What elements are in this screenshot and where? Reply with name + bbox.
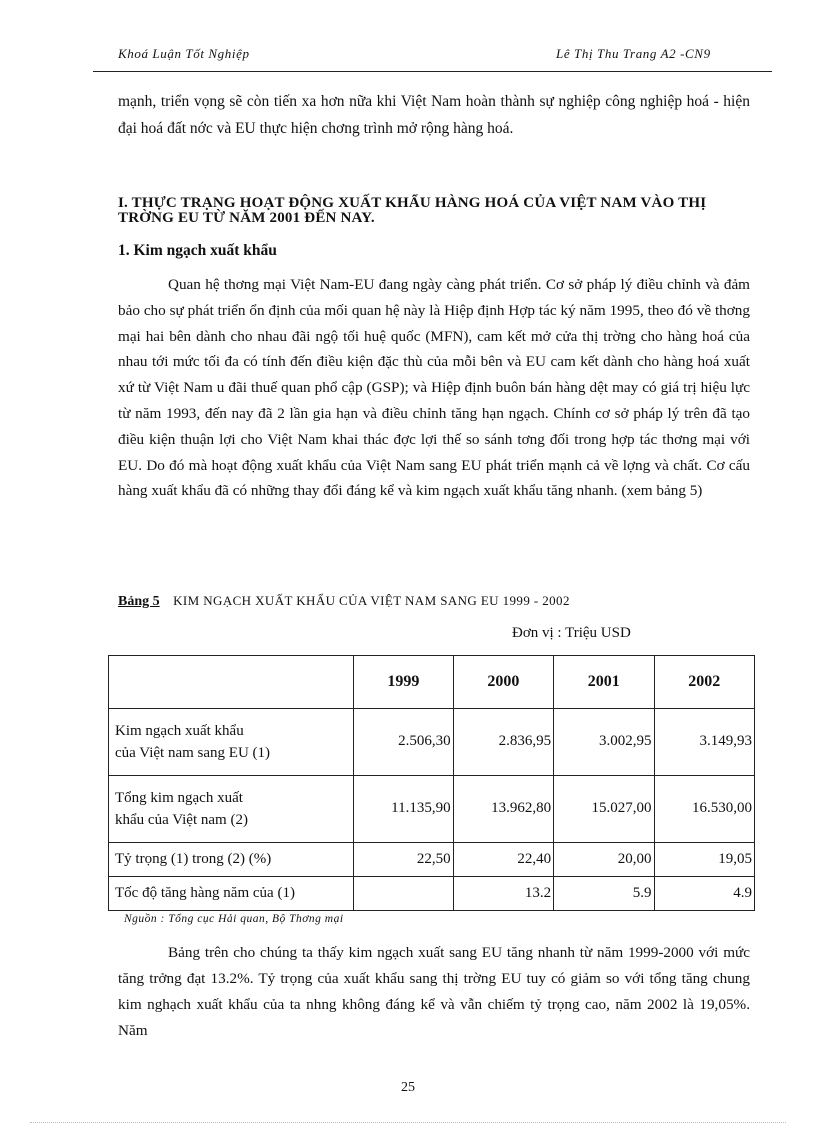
year-header: 2001 (554, 656, 654, 709)
row-label: Tỷ trọng (1) trong (2) (%) (109, 842, 354, 876)
table-cell: 20,00 (554, 842, 654, 876)
table-row (109, 709, 755, 776)
table-row (109, 775, 755, 842)
row-label (109, 775, 354, 842)
export-table (108, 655, 755, 911)
header-right-author: Lê Thị Thu Trang A2 -CN9 (556, 46, 711, 61)
subsection-title: 1. Kim ngạch xuất khẩu (118, 242, 277, 259)
row-label: Tốc độ tăng hàng năm của (1) (109, 876, 354, 910)
year-header: 1999 (354, 656, 454, 709)
table-cell: 13.2 (453, 876, 553, 910)
body-paragraph-2-text: Bảng trên cho chúng ta thấy kim ngạch xuất sang EU tăng nhanh từ năm 1999-2000 với mức tăng trởng đạt 13.2%. Tỷ trọng của xuất khẩu sang thị trờng EU tuy có giảm so với tổng tăng chung kim nghạch xuất khẩu của ta nhng không đáng kể và vẫn chiếm tỷ trọng cao, năm 2002 là 19,05%. Năm (118, 944, 750, 1039)
table-cell: 5.9 (554, 876, 654, 910)
table-cell: 22,40 (453, 842, 553, 876)
row-label (109, 709, 354, 776)
table-cell: 16.530,00 (654, 775, 754, 842)
table-title: KIM NGẠCH XUẤT KHẨU CỦA VIỆT NAM SANG EU 1999 - 2002 (173, 593, 570, 608)
table-cell: 19,05 (654, 842, 754, 876)
table-cell (354, 876, 454, 910)
table-cell: 13.962,80 (453, 775, 553, 842)
body-paragraph-1-text: Quan hệ thơng mại Việt Nam-EU đang ngày càng phát triển. Cơ sở pháp lý điều chỉnh và đảm bảo cho sự phát triển ổn định của mối quan hệ này là Hiệp định Hợp tác ký năm 1995, theo đó về thơng mại hai bên dành cho nhau đãi ngộ tối huệ quốc (MFN), cam kết mở cửa thị trờng cho hàng hoá của nhau tới mức tối đa có tính đến điều kiện đặc thù của mỗi bên và EU cam kết dành cho hàng hoá xuất xứ từ Việt Nam u đãi thuế quan phổ cập (GSP); và Hiệp định buôn bán hàng dệt may có giá trị hiệu lực từ năm 1993, đến nay đã 2 lần gia hạn và điều chỉnh tăng hạn ngạch. Chính cơ sở pháp lý trên đã tạo điều kiện thuận lợi cho Việt Nam khai thác đợc lợi thế so sánh tơng đối trong hợp tác thơng mại với EU. Do đó mà hoạt động xuất khẩu của Việt Nam sang EU phát triển mạnh cả về lợng và chất. Cơ cấu hàng xuất khẩu đã có những thay đổi đáng kể và kim ngạch xuất khẩu tăng nhanh. (xem bảng 5) (118, 276, 750, 500)
year-header: 2002 (654, 656, 754, 709)
table-cell: 22,50 (354, 842, 454, 876)
table-row (109, 842, 755, 876)
table-cell: 2.836,95 (453, 709, 553, 776)
table-cell: 4.9 (654, 876, 754, 910)
table-caption (118, 593, 570, 610)
row-label-line: Tổng kim ngạch xuất khẩu của Việt nam (2) (115, 789, 248, 828)
header-divider (93, 71, 772, 72)
intro-paragraph: mạnh, triển vọng sẽ còn tiến xa hơn nữa khi Việt Nam hoàn thành sự nghiệp công nghiệp hoá - hiện đại hoá đất nớc và EU thực hiện chơng trình mở rộng hàng hoá. (118, 93, 750, 137)
header-left-title: Khoá Luận Tốt Nghiệp (118, 46, 250, 61)
table-header-row (109, 656, 755, 709)
table-cell: 15.027,00 (554, 775, 654, 842)
table-label: Bảng 5 (118, 594, 160, 609)
section-title: I. THỰC TRẠNG HOẠT ĐỘNG XUẤT KHẨU HÀNG HOÁ CỦA VIỆT NAM VÀO THỊ TRỜNG EU TỪ NĂM 2001 ĐẾN NAY. (118, 195, 707, 226)
table-source: Nguồn : Tổng cục Hải quan, Bộ Thơng mại (124, 913, 344, 925)
table-cell: 3.002,95 (554, 709, 654, 776)
table-corner-cell (109, 656, 354, 709)
row-label-line: Kim ngạch xuất khẩu của Việt nam sang EU (1) (115, 722, 271, 761)
table-cell: 2.506,30 (354, 709, 454, 776)
body-paragraph-1 (118, 272, 750, 504)
year-header: 2000 (453, 656, 553, 709)
table-row (109, 876, 755, 910)
body-paragraph-2 (118, 940, 750, 1044)
page-number: 25 (401, 1080, 415, 1095)
table-cell: 11.135,90 (354, 775, 454, 842)
table-unit: Đơn vị : Triệu USD (512, 625, 631, 641)
table-cell: 3.149,93 (654, 709, 754, 776)
